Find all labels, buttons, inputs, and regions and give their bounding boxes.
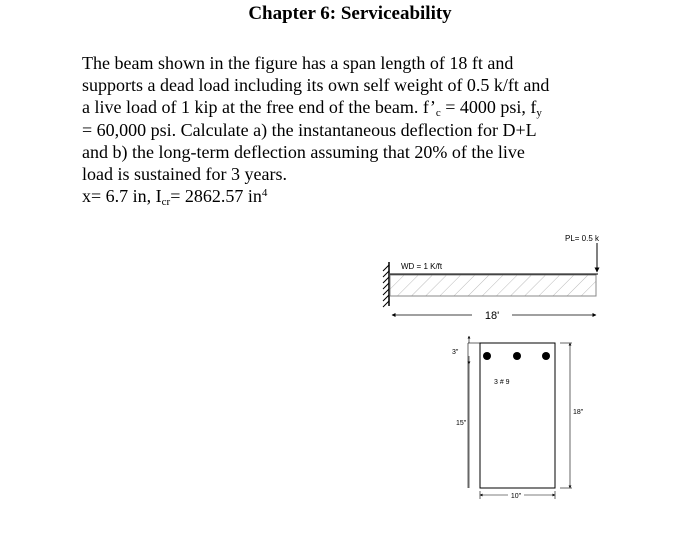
fc-subscript: c xyxy=(435,107,441,120)
icr-subscript: cr xyxy=(161,196,171,209)
problem-line-6: load is sustained for 3 years. xyxy=(82,164,287,185)
problem-line-5: and b) the long-term deflection assuming that 20% of the live xyxy=(82,141,525,162)
point-load-label: PL= 0.5 k xyxy=(565,234,600,243)
cross-section xyxy=(480,343,555,488)
rebar-2 xyxy=(513,352,521,360)
rebar-1 xyxy=(483,352,491,360)
span-label: 18' xyxy=(484,310,500,322)
rebar-label: 3 # 9 xyxy=(494,379,510,386)
fixed-support xyxy=(383,262,389,307)
chapter-title: Chapter 6: Serviceability xyxy=(248,3,452,24)
cover-label: 3" xyxy=(452,349,459,356)
problem-line-3-a: a live load of 1 kip at the free end of the beam. f’ xyxy=(82,97,436,118)
inch4-exponent: 4 xyxy=(261,187,268,200)
rebar-3 xyxy=(542,352,550,360)
beam-elevation xyxy=(390,275,596,296)
total-depth-label: 18" xyxy=(573,409,584,416)
fy-subscript: y xyxy=(536,107,542,120)
distributed-load-label: WD = 1 K/ft xyxy=(401,262,443,271)
problem-line-4: = 60,000 psi. Calculate a) the instantaneous deflection for D+L xyxy=(82,119,537,140)
given-a: x= 6.7 in, I xyxy=(82,186,162,207)
problem-line-2: supports a dead load including its own self weight of 0.5 k/ft and xyxy=(82,75,550,96)
problem-line-1: The beam shown in the figure has a span length of 18 ft and xyxy=(82,53,514,73)
effective-depth-label: 15" xyxy=(456,420,467,427)
given-b: = 2862.57 in xyxy=(170,186,262,207)
width-label: 10" xyxy=(510,493,522,500)
problem-line-3-b: = 4000 psi, f xyxy=(440,97,537,118)
